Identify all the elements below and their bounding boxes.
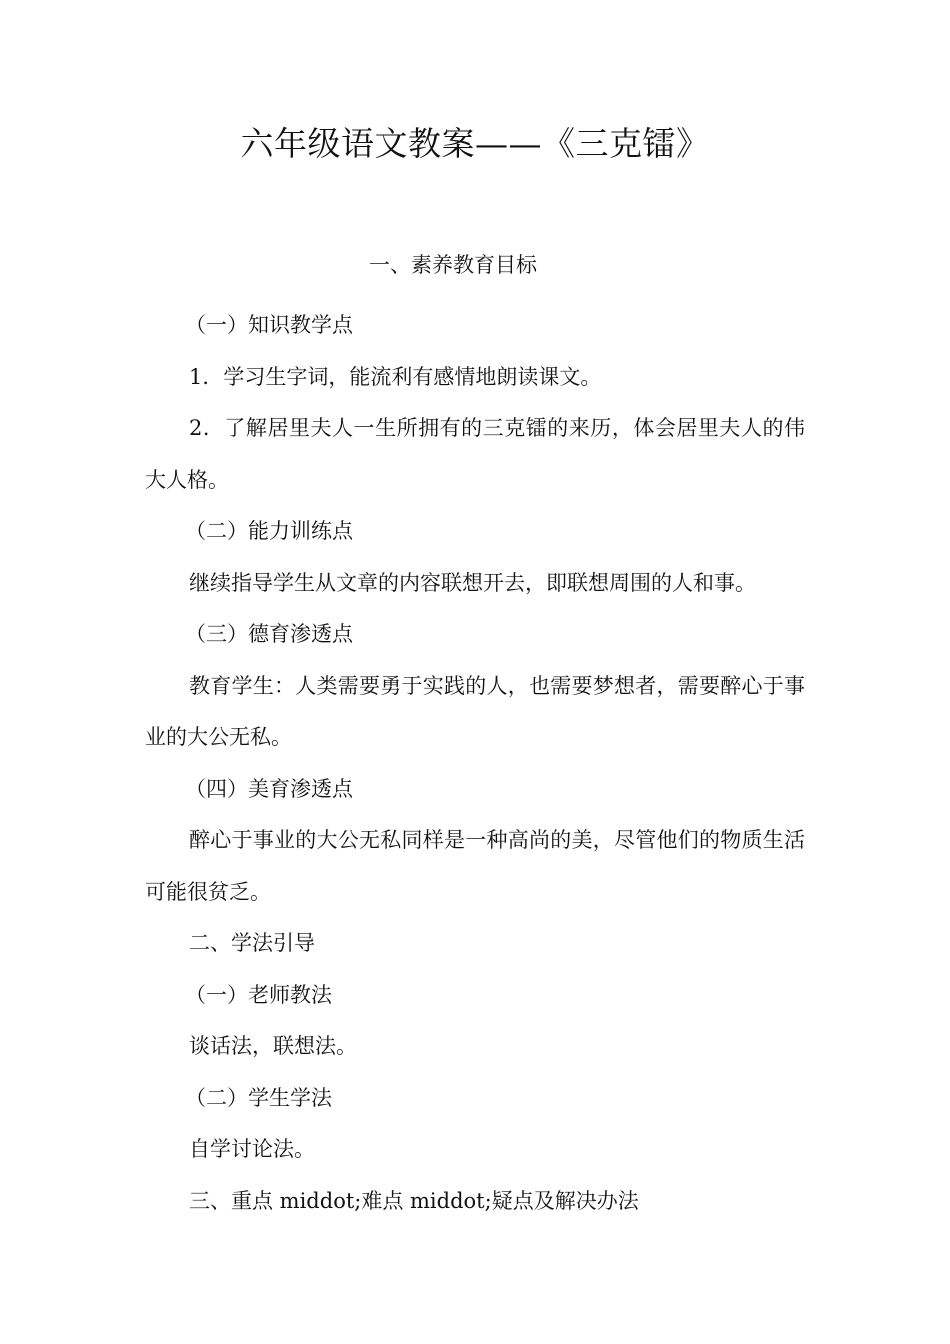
paragraph-teacher-method: 谈话法，联想法。 (189, 1034, 357, 1058)
subheading-aesthetic: （四）美育渗透点 (185, 776, 353, 801)
paragraph-ability: 继续指导学生从文章的内容联想开去，即联想周围的人和事。 (189, 570, 756, 595)
paragraph-aesthetic: 醉心于事业的大公无私同样是一种高尚的美，尽管他们的物质生活可能很贫乏。 (145, 828, 805, 904)
paragraph-moral: 教育学生：人类需要勇于实践的人，也需要梦想者，需要醉心于事业的大公无私。 (145, 673, 805, 749)
document-body (145, 300, 805, 1227)
paragraph-student-method: 自学讨论法。 (189, 1137, 315, 1161)
section-heading-key-points: 三、重点 middot;难点 middot;疑点及解决办法 (189, 1188, 639, 1213)
section-heading-goals: 一、素养教育目标 (369, 253, 537, 277)
subheading-moral: （三）德育渗透点 (185, 622, 353, 646)
paragraph-knowledge-1: 1．学习生字词，能流利有感情地朗读课文。 (189, 364, 602, 389)
subheading-ability: （二）能力训练点 (185, 519, 353, 543)
subheading-knowledge: （一）知识教学点 (185, 313, 353, 337)
section-heading-methods: 二、学法引导 (189, 931, 315, 955)
subheading-student-method: （二）学生学法 (185, 1085, 332, 1110)
document-title: 六年级语文教案——《三克镭》 (240, 124, 710, 163)
subheading-teacher-method: （一）老师教法 (185, 982, 332, 1007)
paragraph-knowledge-2: 2．了解居里夫人一生所拥有的三克镭的来历，体会居里夫人的伟大人格。 (145, 416, 805, 492)
